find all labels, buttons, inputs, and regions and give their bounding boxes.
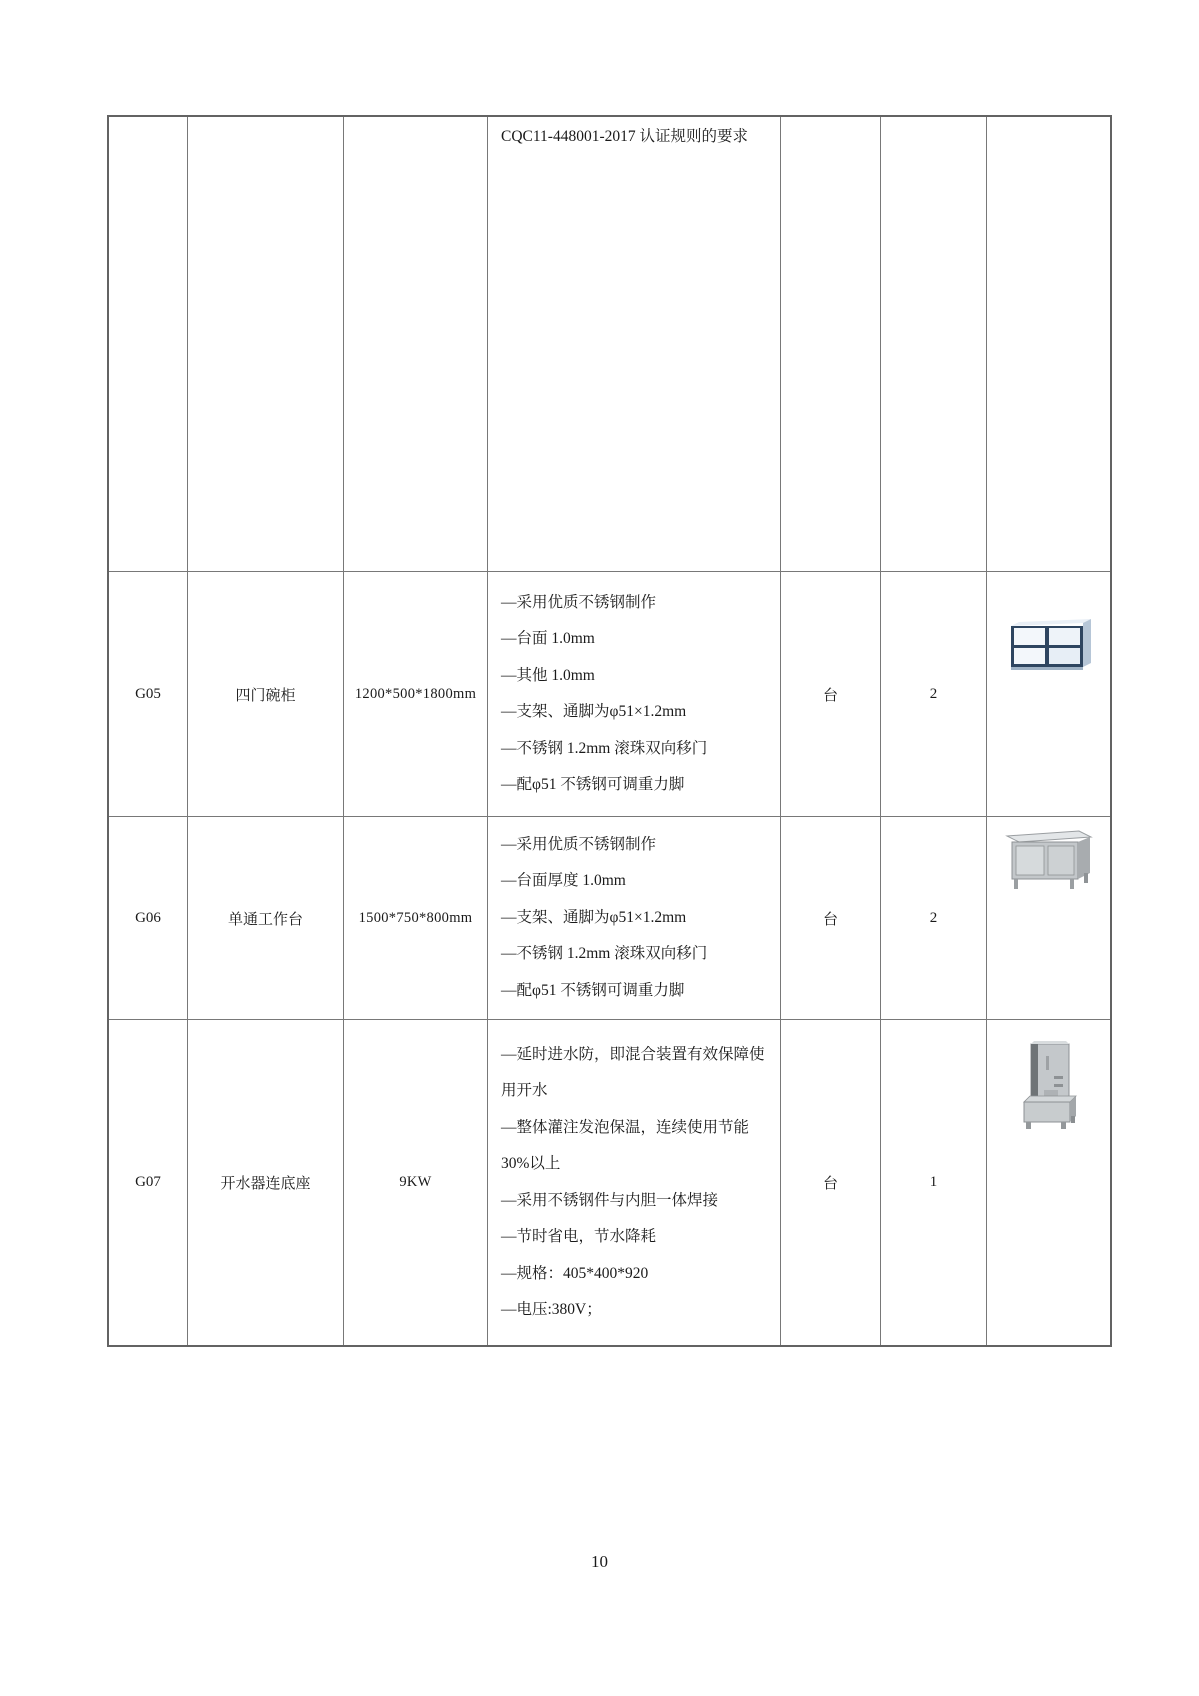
cell-specs-g06 [488,817,781,1020]
cell-dims-g05: 1200*500*1800mm [344,572,488,817]
spec-line: CQC11-448001-2017 认证规则的要求 [501,128,748,145]
cell-dims-g06: 1500*750*800mm [344,817,488,1020]
cell-id-g05: G05 [109,572,188,817]
cell-dims-g07: 9KW [344,1020,488,1345]
cell-specs-continuation [488,117,781,572]
spec-line: —采用优质不锈钢制作 [501,835,657,853]
spec-line: —电压:380V； [501,1301,602,1318]
spec-line: —台面 1.0mm [501,630,595,647]
cell-image-continuation [987,117,1110,572]
spec-line: —配φ51 不锈钢可调重力脚 [501,981,685,999]
spec-line: —不锈钢 1.2mm 滚珠双向移门 [501,739,708,757]
spec-line: —支架、通脚为φ51×1.2mm [501,703,687,720]
spec-line: —采用优质不锈钢制作 [501,593,657,611]
page-number: 10 [591,1552,608,1571]
water-boiler-with-base-photo [1016,1040,1082,1134]
cell-id-continuation [109,117,188,572]
spec-line: —其他 1.0mm [501,666,595,684]
cell-unit-g06: 台 [781,817,881,1020]
single-pass-worktable-photo [1004,823,1094,893]
spec-line: —节时省电，节水降耗 [501,1228,657,1245]
cell-qty-g05: 2 [881,572,987,817]
cell-specs-g07 [488,1020,781,1345]
cell-qty-g07: 1 [881,1020,987,1345]
cell-id-g07: G07 [109,1020,188,1345]
cell-name-g06: 单通工作台 [188,817,344,1020]
cell-name-g07: 开水器连底座 [188,1020,344,1345]
spec-line: —采用不锈钢件与内胆一体焊接 [501,1191,719,1209]
equipment-spec-table [107,115,1112,1347]
cell-unit-g05: 台 [781,572,881,817]
cell-dims-continuation [344,117,488,572]
cell-image-g05 [987,572,1110,817]
spec-line: —配φ51 不锈钢可调重力脚 [501,776,685,793]
spec-line: —支架、通脚为φ51×1.2mm [501,908,687,926]
four-door-cupboard-photo [1003,614,1095,674]
spec-line: —规格：405*400*920 [501,1264,649,1282]
spec-line: —台面厚度 1.0mm [501,872,626,890]
cell-specs-g05 [488,572,781,817]
cell-qty-continuation [881,117,987,572]
spec-line: —延时进水防，即混合装置有效保障使用开水 [501,1045,765,1099]
cell-name-continuation [188,117,344,572]
cell-unit-g07: 台 [781,1020,881,1345]
cell-image-g07 [987,1020,1110,1345]
cell-unit-continuation [781,117,881,572]
spec-line: —不锈钢 1.2mm 滚珠双向移门 [501,945,708,963]
cell-image-g06 [987,817,1110,1020]
spec-line: —整体灌注发泡保温，连续使用节能30%以上 [501,1118,750,1172]
cell-id-g06: G06 [109,817,188,1020]
cell-qty-g06: 2 [881,817,987,1020]
cell-name-g05: 四门碗柜 [188,572,344,817]
